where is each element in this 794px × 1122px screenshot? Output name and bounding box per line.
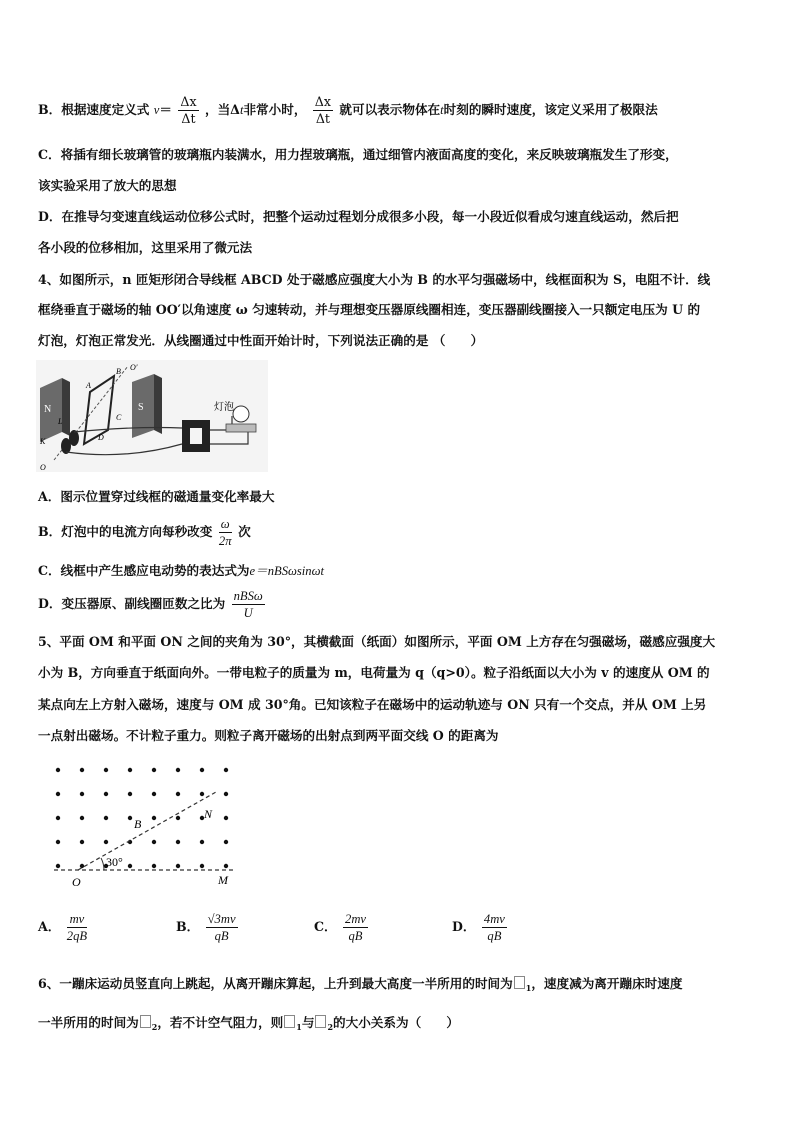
field-dot xyxy=(200,768,204,772)
label-m: M xyxy=(218,873,228,887)
label-o-prime: O′ xyxy=(130,363,138,372)
q4-option-b: B．灯泡中的电流方向每秒改变 $\frac{\omega}{2\pi}$ 次 xyxy=(38,517,251,548)
field-dot xyxy=(56,864,60,868)
field-dot xyxy=(152,816,156,820)
q5-stem-line2: 小为 B，方向垂直于纸面向外。一带电粒子的质量为 m，电荷量为 q（q>0）。粒子沿纸面以大小为 v 的速度从 OM 的 xyxy=(38,665,710,680)
q5-stem-line4: 一点射出磁场。不计粒子重力。则粒子离开磁场的出射点到两平面交线 O 的距离为 xyxy=(38,728,499,743)
field-dot xyxy=(152,768,156,772)
field-dot xyxy=(104,768,108,772)
label-s: S xyxy=(138,402,144,413)
field-dot xyxy=(128,864,132,868)
field-dot xyxy=(152,864,156,868)
t2-placeholder-box xyxy=(140,1015,151,1028)
q5-magnetic-field-figure xyxy=(44,762,244,892)
angle-arc xyxy=(101,858,104,870)
q6-stem-line1: 6、一蹦床运动员竖直向上跳起，从离开蹦床算起，上升到最大高度一半所用的时间为 $_1$，速度减为离开蹦床时速度 xyxy=(38,976,683,993)
field-dot xyxy=(200,840,204,844)
q4-stem-line2: 框绕垂直于磁场的轴 OO′以角速度 ω 匀速转动，并与理想变压器原线圈相连，变压器副线圈接入一只额定电压为 U 的 xyxy=(38,302,701,317)
field-dot xyxy=(224,792,228,796)
label-d: D xyxy=(98,433,104,442)
q3-b-fraction-2: $\frac{\Delta x}{\Delta t}$ xyxy=(314,94,331,126)
field-dot xyxy=(200,864,204,868)
field-dot xyxy=(104,792,108,796)
plane-on xyxy=(78,792,216,870)
q4-option-d: D．变压器原、副线圈匝数之比为 $\frac{\text{nBSω}}{U}$ xyxy=(38,589,263,620)
q3-option-d-line2: 各小段的位移相加，这里采用了微元法 xyxy=(38,240,253,255)
q4-stem-line3: 灯泡，灯泡正常发光．从线圈通过中性面开始计时，下列说法正确的是 （ ） xyxy=(38,333,484,348)
field-dot xyxy=(104,816,108,820)
label-k: K xyxy=(40,437,46,446)
q4-d-fraction: $\frac{\text{nBSω}}{U}$ xyxy=(233,589,263,620)
t1-placeholder-box-2 xyxy=(284,1015,295,1028)
field-dot xyxy=(80,864,84,868)
field-dot xyxy=(128,792,132,796)
q3-b-fraction: $\frac{\Delta x}{\Delta t}$ xyxy=(180,94,197,126)
q3-b-text: B．根据速度定义式 xyxy=(38,102,150,117)
field-dot xyxy=(56,816,60,820)
q3-b-v: v xyxy=(153,103,160,117)
t2-placeholder-box-2 xyxy=(315,1015,326,1028)
field-dot xyxy=(56,792,60,796)
t1-placeholder-box xyxy=(514,976,525,989)
field-dot xyxy=(128,816,132,820)
q5-stem-line1: 5、平面 OM 和平面 ON 之间的夹角为 30°，其横截面（纸面）如图所示，平面 OM 上方存在匀强磁场，磁感应强度大 xyxy=(38,634,716,649)
q5-option-c: C． $\frac{2mv}{qB}$ xyxy=(314,912,366,943)
q4-generator-figure xyxy=(36,360,268,472)
q5-option-a: A． $\frac{mv}{2qB}$ xyxy=(38,912,88,943)
q3-b-eq: ＝ xyxy=(159,102,172,117)
q4-stem-line1: 4、如图所示，n 匝矩形闭合导线框 ABCD 处于磁感应强度大小为 B 的水平匀强磁场中，线框面积为 S，电阻不计．线 xyxy=(38,272,711,287)
label-b: B xyxy=(134,817,142,831)
label-b: B xyxy=(116,367,121,376)
field-dot xyxy=(104,840,108,844)
angle-label: 30° xyxy=(106,855,123,869)
field-dot xyxy=(176,816,180,820)
q5-option-b: B． $\frac{√3mv}{qB}$ xyxy=(176,912,236,943)
label-n: N xyxy=(204,807,213,821)
q3-option-d-line1: D．在推导匀变速直线运动位移公式时，把整个运动过程划分成很多小段，每一小段近似看成匀速直线运动，然后把 xyxy=(38,209,679,224)
label-a: A xyxy=(86,381,91,390)
q5-option-d: D． $\frac{4mv}{qB}$ xyxy=(452,912,505,943)
field-dot xyxy=(176,792,180,796)
field-dot xyxy=(176,768,180,772)
field-dot xyxy=(176,864,180,868)
q6-stem-line2: 一半所用的时间为 $_2$，若不计空气阻力，则 $_1$与 $_2$的大小关系为（ ） xyxy=(38,1015,459,1032)
field-dot xyxy=(224,840,228,844)
label-o: O xyxy=(72,875,81,889)
field-dot xyxy=(56,840,60,844)
field-dot xyxy=(80,816,84,820)
lamp-bulb xyxy=(233,406,249,422)
field-dot xyxy=(56,768,60,772)
label-l: L xyxy=(58,417,63,426)
field-dot xyxy=(152,792,156,796)
field-dot xyxy=(80,840,84,844)
q4-option-c: C．线框中产生感应电动势的表达式为e＝nBSωsinωt xyxy=(38,563,324,578)
q4-option-a: A．图示位置穿过线框的磁通量变化率最大 xyxy=(38,489,275,504)
q3-option-b: B．根据速度定义式 v＝ $\frac{\Delta x}{\Delta t}$ ，当Δt非常小时， $\frac{\Delta x}{\Delta t}$ 就可以表示物体在t时刻的瞬时速度，该定义采用了极限法 xyxy=(38,94,658,126)
label-o: O xyxy=(40,463,46,472)
field-dot xyxy=(176,840,180,844)
field-dot xyxy=(80,792,84,796)
field-dot xyxy=(200,792,204,796)
q5-stem-line3: 某点向左上方射入磁场，速度与 OM 成 30°角。已知该粒子在磁场中的运动轨迹与 ON 只有一个交点，并从 OM 上另 xyxy=(38,697,707,712)
q4-b-fraction: $\frac{\omega}{2\pi}$ xyxy=(218,517,232,548)
field-dot xyxy=(80,768,84,772)
field-dot xyxy=(224,864,228,868)
q3-option-c-line2: 该实验采用了放大的思想 xyxy=(38,178,177,193)
label-c: C xyxy=(116,413,122,422)
field-dot xyxy=(224,816,228,820)
q3-option-c-line1: C．将插有细长玻璃管的玻璃瓶内装满水，用力捏玻璃瓶，通过细管内液面高度的变化，来反映玻璃瓶发生了形变， xyxy=(38,147,678,162)
field-dot xyxy=(152,840,156,844)
bulb-label: 灯泡 xyxy=(214,402,234,413)
field-dot xyxy=(128,768,132,772)
label-n: N xyxy=(44,404,52,415)
field-dot xyxy=(224,768,228,772)
